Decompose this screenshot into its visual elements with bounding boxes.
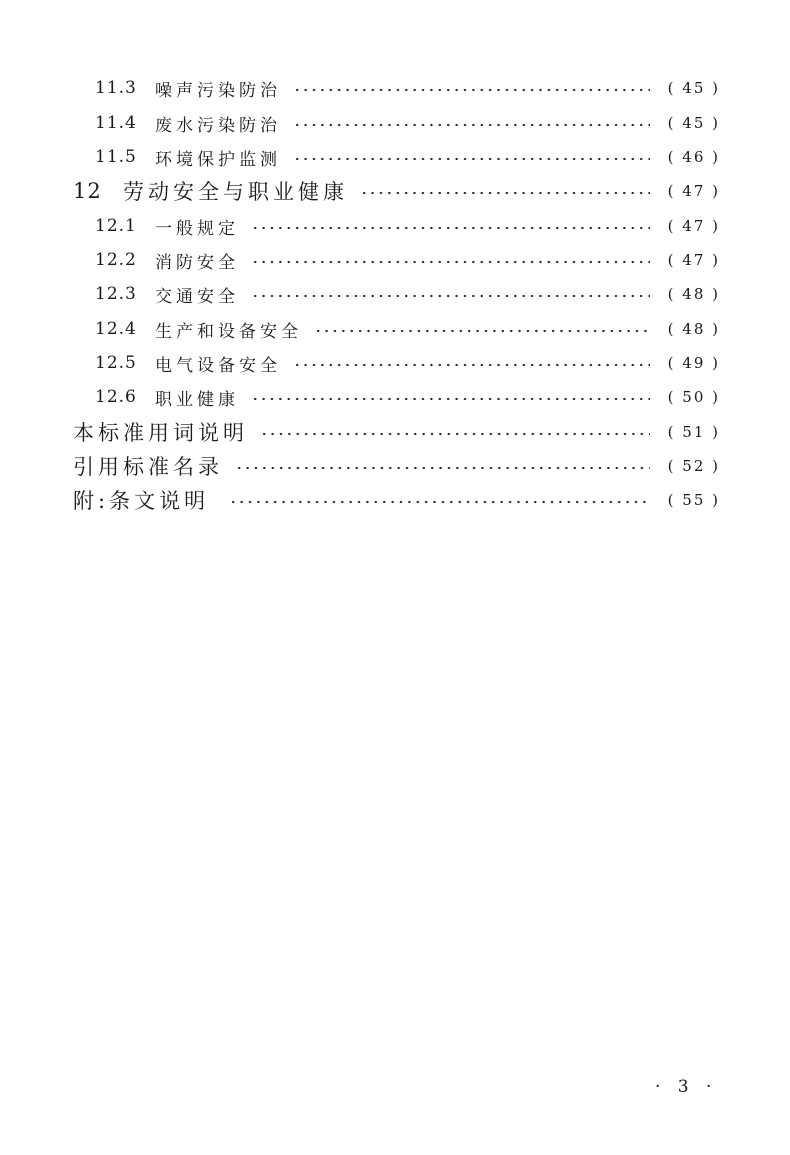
toc-entry-12-2[interactable] (95, 245, 720, 275)
toc-entry-clause-explanation[interactable] (73, 484, 720, 516)
toc-entry-page: ( 45 ) (667, 79, 720, 97)
toc-entry-number: 12.2 (95, 250, 137, 270)
leader-dots (314, 329, 650, 333)
toc-entry-page: ( 48 ) (667, 320, 720, 338)
leader-dots (251, 226, 650, 230)
toc-entry-page: ( 50 ) (667, 388, 720, 406)
toc-entry-number: 11.4 (95, 113, 137, 133)
toc-entry-12-3[interactable] (95, 279, 720, 309)
toc-entry-title: 电气设备安全 (155, 355, 281, 376)
toc-entry-number: 12.3 (95, 284, 137, 304)
leader-dots (251, 260, 650, 264)
toc-entry-title: 职业健康 (155, 389, 239, 410)
toc-entry-referenced-standards[interactable] (73, 450, 720, 482)
leader-dots (293, 363, 650, 367)
toc-entry-page: ( 47 ) (667, 217, 720, 235)
toc-entry-12-4[interactable] (95, 314, 720, 344)
toc-entry-title: 废水污染防治 (155, 115, 281, 136)
toc-entry-number: 12.6 (95, 387, 137, 407)
toc-entry-title: 附:条文说明 (73, 489, 210, 513)
toc-entry-number: 12.1 (95, 216, 137, 236)
leader-dots (293, 88, 650, 92)
toc-entry-title: 噪声污染防治 (155, 80, 281, 101)
toc-entry-page: ( 47 ) (667, 182, 720, 200)
toc-entry-title: 劳动安全与职业健康 (123, 180, 348, 204)
toc-entry-title: 一般规定 (155, 218, 239, 239)
toc-entry-page: ( 55 ) (667, 491, 720, 509)
toc-entry-number: 12.5 (95, 353, 137, 373)
toc-entry-title: 生产和设备安全 (155, 321, 302, 342)
toc-entry-title: 本标准用词说明 (73, 421, 248, 445)
toc-entry-title: 交通安全 (155, 286, 239, 307)
toc-entry-page: ( 49 ) (667, 354, 720, 372)
leader-dots (229, 500, 650, 504)
toc-entry-number: 12.4 (95, 319, 137, 339)
toc-entry-12-1[interactable] (95, 211, 720, 241)
toc-entry-page: ( 48 ) (667, 285, 720, 303)
leader-dots (251, 397, 650, 401)
toc-entry-11-4[interactable] (95, 108, 720, 138)
toc-entry-title: 引用标准名录 (73, 455, 223, 479)
toc-entry-12-6[interactable] (95, 382, 720, 412)
leader-dots (293, 157, 650, 161)
page-number: · 3 · (655, 1077, 718, 1097)
toc-entry-12[interactable] (73, 175, 720, 207)
toc-entry-11-3[interactable] (95, 73, 720, 103)
leader-dots (260, 432, 650, 436)
toc-entry-page: ( 45 ) (667, 114, 720, 132)
leader-dots (251, 294, 650, 298)
leader-dots (293, 123, 650, 127)
toc-entry-wording-explanation[interactable] (73, 416, 720, 448)
toc-entry-12-5[interactable] (95, 348, 720, 378)
toc-entry-title: 消防安全 (155, 252, 239, 273)
leader-dots (235, 466, 650, 470)
toc-entry-number: 12 (73, 179, 102, 203)
toc-entry-page: ( 51 ) (667, 423, 720, 441)
leader-dots (360, 191, 650, 195)
toc-entry-number: 11.5 (95, 147, 137, 167)
toc-entry-title: 环境保护监测 (155, 149, 281, 170)
toc-entry-11-5[interactable] (95, 142, 720, 172)
toc-entry-number: 11.3 (95, 78, 137, 98)
toc-entry-page: ( 46 ) (667, 148, 720, 166)
toc-entry-page: ( 47 ) (667, 251, 720, 269)
toc-entry-page: ( 52 ) (667, 457, 720, 475)
